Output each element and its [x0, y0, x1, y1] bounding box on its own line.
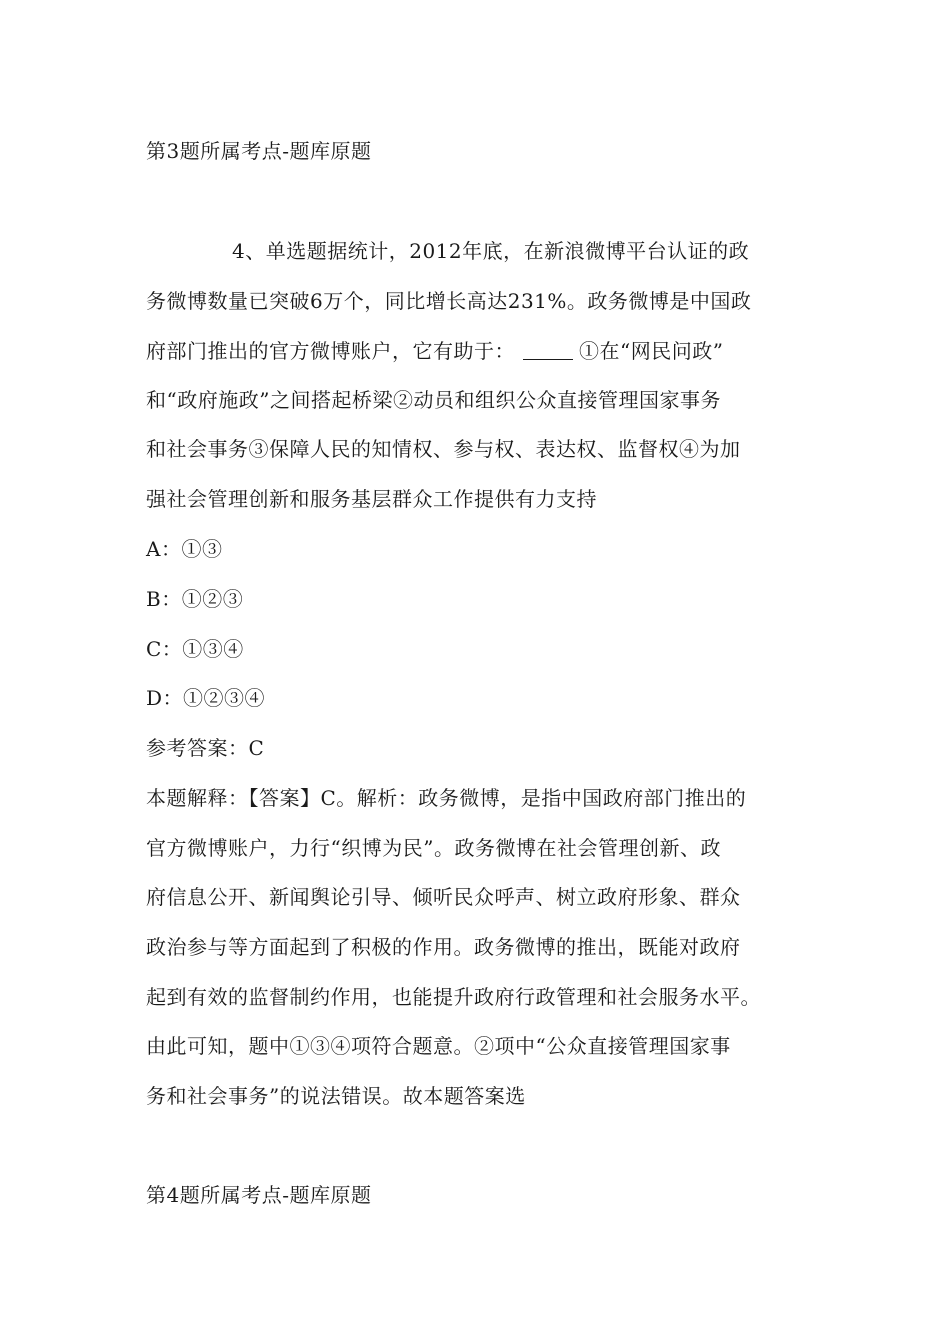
- question-text: ①在“网民问政”: [579, 339, 724, 363]
- explanation-line: 府信息公开、新闻舆论引导、倾听民众呼声、树立政府形象、群众: [146, 885, 741, 909]
- answer-blank: [523, 341, 573, 360]
- explanation-line: 由此可知，题中①③④项符合题意。②项中“公众直接管理国家事: [146, 1034, 731, 1058]
- question-line: 和社会事务③保障人民的知情权、参与权、表达权、监督权④为加: [146, 437, 741, 461]
- option-d: D：①②③④: [146, 686, 266, 710]
- section-label: 第3题所属考点-题库原题: [146, 139, 372, 163]
- reference-answer: 参考答案：C: [146, 736, 265, 760]
- question-line: 务微博数量已突破6万个，同比增长高达231%。政务微博是中国政: [146, 289, 752, 313]
- question-line: 强社会管理创新和服务基层群众工作提供有力支持: [146, 487, 597, 511]
- option-a: A：①③: [146, 537, 223, 561]
- explanation-line: 官方微博账户，力行“织博为民”。政务微博在社会管理创新、政: [146, 836, 721, 860]
- question-line: 4、单选题据统计，2012年底，在新浪微博平台认证的政: [232, 239, 750, 263]
- option-c: C：①③④: [146, 637, 244, 661]
- next-section-label: 第4题所属考点-题库原题: [146, 1183, 372, 1207]
- explanation-line: 本题解释：【答案】C。解析：政务微博，是指中国政府部门推出的: [146, 786, 747, 810]
- explanation-line: 政治参与等方面起到了积极的作用。政务微博的推出，既能对政府: [146, 935, 741, 959]
- explanation-line: 起到有效的监督制约作用，也能提升政府行政管理和社会服务水平。: [146, 985, 761, 1009]
- option-b: B：①②③: [146, 587, 244, 611]
- explanation-line: 务和社会事务”的说法错误。故本题答案选: [146, 1084, 526, 1108]
- question-line: 和“政府施政”之间搭起桥梁②动员和组织公众直接管理国家事务: [146, 388, 721, 412]
- question-line: [146, 336, 723, 366]
- question-text: 府部门推出的官方微博账户，它有助于：: [146, 339, 515, 363]
